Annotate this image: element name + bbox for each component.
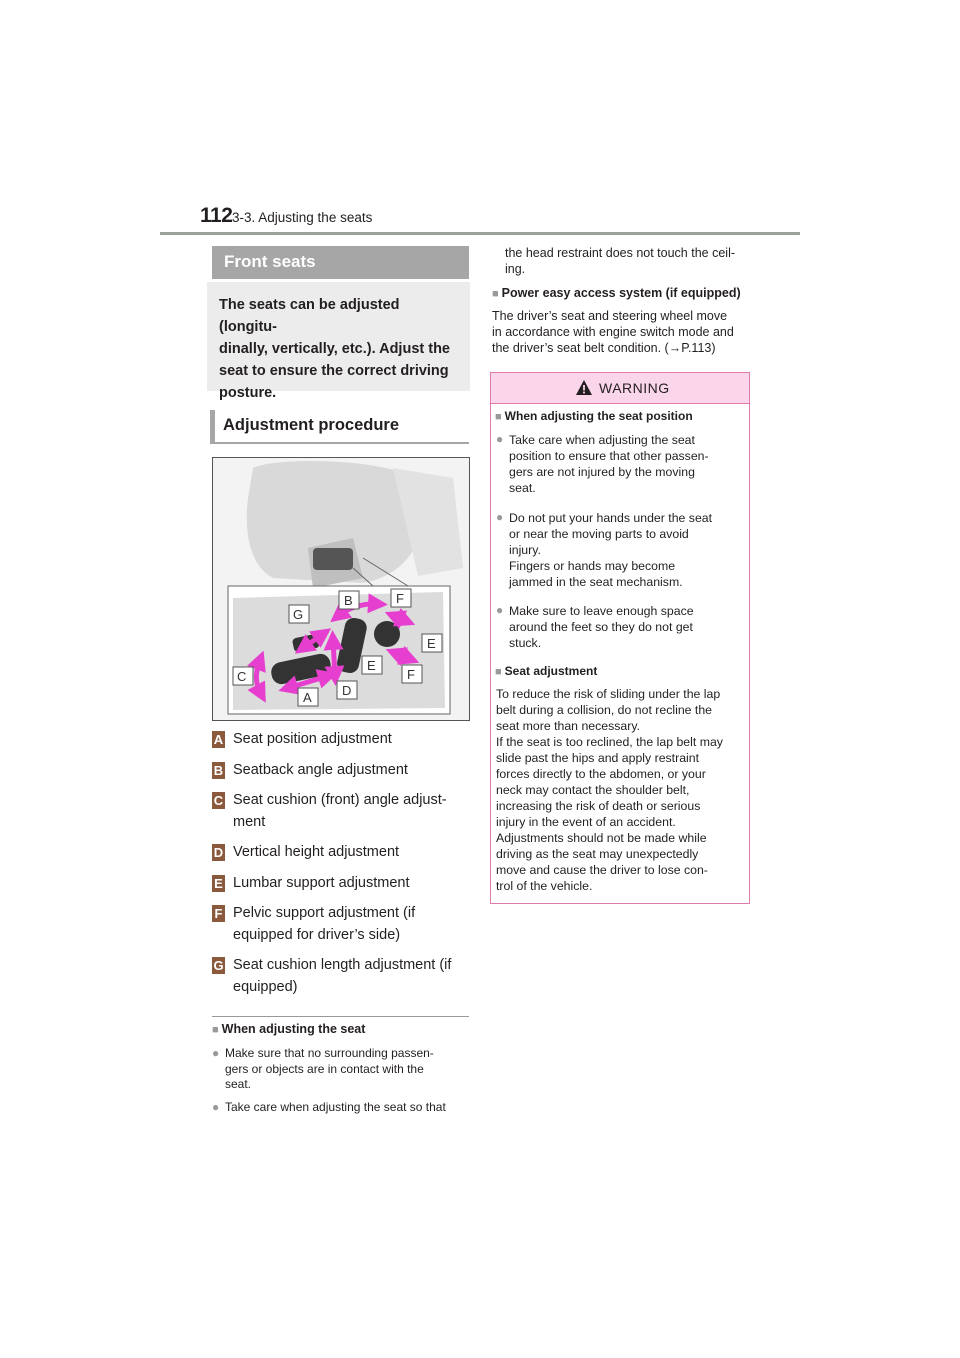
legend-text: Seat position adjustment xyxy=(233,731,392,747)
figure-label-b: B xyxy=(344,593,353,608)
divider xyxy=(212,1016,469,1017)
section-title: 3-3. Adjusting the seats xyxy=(232,210,373,225)
circle-bullet-icon: ● xyxy=(212,1100,220,1114)
figure-label-c: C xyxy=(237,669,247,684)
warning-header xyxy=(491,373,749,404)
when-adjusting-bullet-1: ● Make sure that no surrounding passen- gers or objects are in contact with the seat. xyxy=(212,1046,434,1091)
seat-illustration-svg xyxy=(213,458,469,720)
figure-label-e-right: E xyxy=(427,636,436,651)
figure-label-g: G xyxy=(293,607,304,622)
bullet-continuation: the head restraint does not touch the ceil- ing. xyxy=(505,246,736,276)
square-bullet-icon: ■ xyxy=(492,288,499,300)
warning-bullet-2: ● Do not put your hands under the seat or near the moving parts to avoid injury. Fingers or hands may become jammed in the seat mechanism. xyxy=(496,510,713,589)
legend-letter: D xyxy=(213,845,224,860)
legend-text: ment xyxy=(233,813,266,830)
figure-label-d: D xyxy=(342,683,352,698)
seat-adjustment-text: To reduce the risk of sliding under the lap belt during a collision, do not recline the seat more than necessary. If the seat is too reclined, the lap belt may slide past the hips and apply restraint forces directly to the abdomen, or your neck may contact the shoulder belt, increasing the risk of death or serious injury in the event of an accident. Adjustments should not be made while driving as the seat may unexpectedly move and cause the driver to lose con- trol of the vehicle. xyxy=(496,687,723,893)
legend-text: Vertical height adjustment xyxy=(233,844,400,860)
adjustment-procedure-heading: Adjustment procedure xyxy=(210,410,469,444)
legend-text: equipped for driver’s side) xyxy=(233,926,401,943)
switch-cluster-small xyxy=(313,548,353,570)
header-rule xyxy=(160,232,800,235)
intro-line: posture. xyxy=(219,385,277,401)
seat-position-heading: ■ When adjusting the seat position xyxy=(495,409,693,423)
figure-label-f-bottom: F xyxy=(407,667,415,682)
warning-bullet-1: ● Take care when adjusting the seat position to ensure that other passen- gers are not injured by the moving seat. xyxy=(496,432,709,495)
legend-text: Lumbar support adjustment xyxy=(233,875,410,891)
figure-label-e-mid: E xyxy=(367,658,376,673)
circle-bullet-icon: ● xyxy=(212,1046,220,1060)
legend-letter: F xyxy=(212,905,225,922)
front-seats-heading: Front seats xyxy=(212,246,469,279)
legend-letter: C xyxy=(213,793,224,808)
circle-bullet-icon: ● xyxy=(496,510,504,524)
warning-triangle-icon xyxy=(575,379,593,396)
legend-text: Pelvic support adjustment (if xyxy=(233,905,416,921)
power-easy-access-heading: ■ Power easy access system (if equipped) xyxy=(492,286,741,300)
legend-text: Seat cushion length adjustment (if xyxy=(233,957,452,973)
square-bullet-icon: ■ xyxy=(495,411,502,423)
warning-label: WARNING xyxy=(599,380,670,396)
legend-letter: B xyxy=(213,763,224,778)
when-adjusting-bullet-2: ● Take care when adjusting the seat so that xyxy=(212,1100,446,1114)
seat-controls-illustration xyxy=(212,457,470,721)
legend-letter: E xyxy=(212,875,225,892)
power-easy-access-text: The driver’s seat and steering wheel move in accordance with engine switch mode and the driver’s seat belt condition. (→P.113) xyxy=(492,309,734,355)
intro-line: The seats can be adjusted (longitu- xyxy=(219,297,400,335)
circle-bullet-icon: ● xyxy=(496,603,504,617)
when-adjusting-heading: ■ When adjusting the seat xyxy=(212,1022,366,1036)
intro-box xyxy=(207,282,470,401)
lumbar-switch xyxy=(374,621,400,647)
legend-text: equipped) xyxy=(233,978,298,995)
legend-letter: G xyxy=(213,958,224,973)
page-number: 112 xyxy=(200,204,233,227)
circle-bullet-icon: ● xyxy=(496,432,504,446)
figure-label-a: A xyxy=(303,690,312,705)
intro-line: seat to ensure the correct driving xyxy=(219,363,449,379)
square-bullet-icon: ■ xyxy=(212,1024,219,1036)
legend-letter: A xyxy=(213,732,224,747)
legend-text: Seat cushion (front) angle adjust- xyxy=(233,792,447,808)
intro-line: dinally, vertically, etc.). Adjust the xyxy=(219,341,450,357)
square-bullet-icon: ■ xyxy=(495,666,502,678)
warning-bullet-3: ● Make sure to leave enough space around the feet so they do not get stuck. xyxy=(496,603,694,650)
seat-adjustment-heading: ■ Seat adjustment xyxy=(495,664,598,678)
figure-label-f-top: F xyxy=(396,591,404,606)
legend-text: Seatback angle adjustment xyxy=(233,762,408,778)
warning-box xyxy=(490,372,750,904)
